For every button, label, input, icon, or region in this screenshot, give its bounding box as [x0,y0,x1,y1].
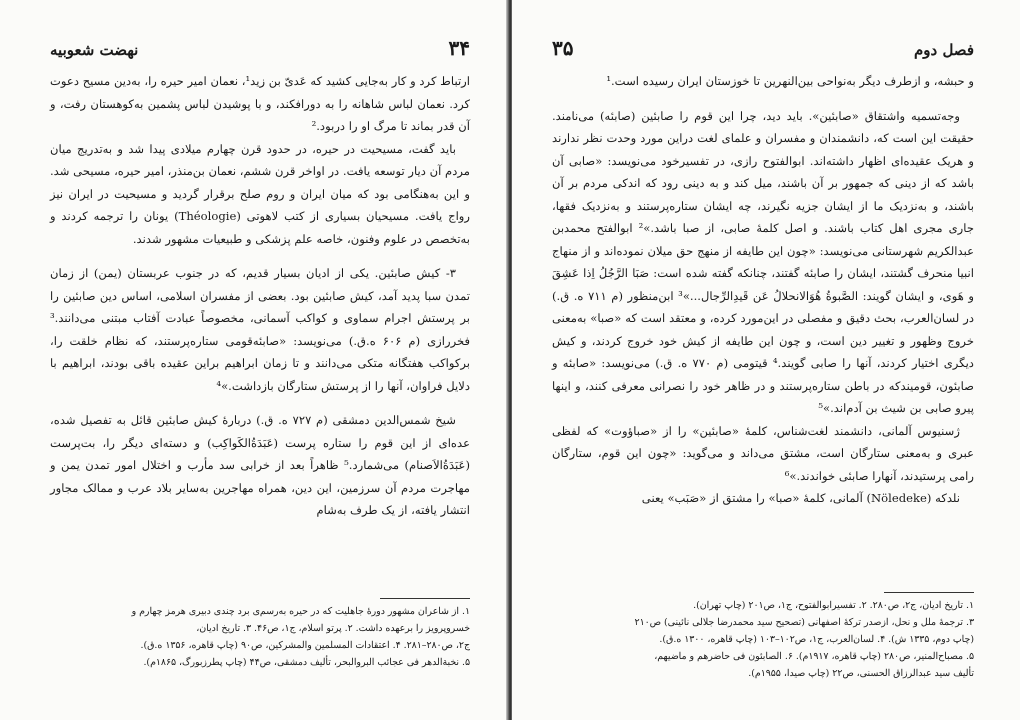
right-running-title: فصل دوم [914,41,974,59]
right-footnote-line: ۱. تاریخ ادیان، ج۲، ص۲۸۰. ۲. تفسیرابوالفتوح، ج۱، ص۲۰۱ (چاپ تهران). [693,600,974,611]
right-footnote-rule [884,592,974,593]
right-page-number: ۳۵ [552,36,574,60]
right-footnote-line: ۳. ترجمهٔ ملل و نحل، ازصدر ترکهٔ اصفهانی (تصحیح سید محمدرضا جلالی نائینی) ص۲۱۰ [634,617,974,628]
left-page-number: ۳۴ [448,36,470,60]
right-paragraph-1: و حبشه، و ازطرف دیگر به‌نواحی بین‌النهرین تا خوزستان ایران رسیده است.¹ [606,74,974,88]
right-body-text [552,70,974,510]
right-paragraph-3: ژسنیوس آلمانی، دانشمند لغت‌شناس، کلمهٔ «صابئین» را از «صباؤوت» که لفظی عبری و به‌معنی ستارگان است، مشتق می‌داند و می‌گوید: «چون این قوم، ستارگان رامی پرستیدند، آنهارا صابئی خواندند.»⁶ [552,423,974,483]
left-footnote-line: خسروپرویز را برعهده داشت. ۲. پرتو اسلام، ج۱، ص۴۶. ۳. تاریخ ادیان، [196,623,470,634]
left-paragraph-3: ۳- کیش صابئین. یکی از ادیان بسیار قدیم، که در جنوب عربستان (یمن) از زمان تمدن سبا پدید آمد، کیش صابئین بود. بعضی از مفسران اسلامی، اساس دین صابئین را بر پرستش اجرام سماوی و کواکب آسمانی، مخصوصاً عبادت آفتاب مبتنی می‌دانند.³ فخررازی (م ۶۰۶ ه.ق.) می‌نویسد: «صابئه‌قومی ستاره‌پرستند، که نظام خلقت را، برکواکب هفتگانه متکی می‌دانند و تا زمان ابراهیم براین عقیده باقی بودند، ابراهیم با دلایل فراوان، آنها را از پرستش ستارگان بازداشت.»⁴ [50,266,470,393]
left-footnote-line: ۱. از شاعران مشهور دورهٔ جاهلیت که در حیره به‌رسم‌ی برد چندی دبیری هرمز چهارم و [131,606,470,617]
right-page [512,0,1020,720]
right-running-head [552,36,974,66]
left-running-head [50,36,470,66]
left-running-title: نهضت شعوبیه [50,41,139,59]
left-footnote-rule [380,598,470,599]
right-footnote-line: (چاپ دوم، ۱۳۳۵ ش). ۴. لسان‌العرب، ج۱، ص۱۰۲–۱۰۳ (چاپ قاهره، ۱۳۰۰ ه.ق). [659,634,974,645]
right-paragraph-4: نلدکه (Nöledeke) آلمانی، کلمهٔ «صبا» را مشتق از «صَبَب» یعنی [641,491,960,505]
left-footnote-line: ۵. نخبةالدهر فی عجائب البروالبحر، تألیف دمشقی، ص۴۴ (چاپ پطرزبورگ، ۱۸۶۵م). [143,657,470,668]
left-body-text [50,70,470,522]
left-paragraph-4: شیخ شمس‌الدین دمشقی (م ۷۲۷ ه. ق.) دربارهٔ کیش صابئین قائل به تفصیل شده، عده‌ای از این قوم را ستاره پرست (عَبَدَةُ‌الکَواکِب) و دسته‌ای دیگر را، بت‌پرست (عَبَدَةُ‌الاَصنام) می‌شمارد.⁵ ظاهراً بعد از خرابی سد مأرب و اختلال امور تمدن یمن و مهاجرت مردم آن سرزمین، این دین، همراه مهاجرین به‌سایر بلاد عرب و ممالک مجاور انتشار یافته، از یک طرف به‌شام [50,413,470,517]
left-page [0,0,508,720]
right-paragraph-2: وجه‌تسمیه واشتقاق «صابئین». باید دید، چرا این قوم را صابئین (صابئه) می‌نامند. حقیقت این است که، دانشمندان و مفسران و علمای لغت دراین مورد وحدت نظر ندارند و هریک عقیده‌ای اظهار داشته‌اند. ابوالفتوح رازی، در تفسیرخود می‌نویسد: «صابی آن باشد که از دینی که جمهور بر آن باشند، میل کند و به دینی رود که اندکی مردم بر آن باشند، و به‌نزدیک ما از ایشان جزیه نگیرند، چه ایشان ستاره‌پرستند و به‌نزدیک فقها، جاری مجری اهل کتاب باشند. و اصل کلمهٔ صابی، از صبا باشد.»² ابوالفتح محمدبن عبدالکریم شهرستانی می‌نویسد: «چون این طایفه از منهج حق میلان نموده‌اند و از منهاج انبیا منحرف گشتند، ایشان را صابئه گفتند، چنانکه گفته شده است: صَبَا الرَّجُلُ اِذا عَشِقَ و هَوی، و ایشان گویند: الصَّبوةُ هُوَالانحلالُ عَن قَیدِالرِّجال...»³ ابن‌منظور (م ۷۱۱ ه. ق.) در لسان‌العرب، بحث دقیق و مفصلی در این‌مورد کرده، و معتقد است که «صبا» به‌معنی خروج وظهور و تغییر دین است، و چون این طایفه از کیش خود خروج کردند، و کیش دیگری اختیار کردند، آنها را صابی گویند.⁴ قیتومی (م ۷۷۰ ه. ق.) می‌نویسد: «صابئه و صابئون، قومیندکه در باطن ستاره‌پرستند و در ظاهر خود را نصرانی معرفی کنند، و اینها پیرو صابی بن شیث بن آدم‌اند.»⁵ [552,108,974,415]
right-footnote-line: تألیف سید عبدالرزاق الحسنی، ص۲۲ (چاپ صیدا، ۱۹۵۵م). [748,668,974,679]
left-paragraph-2: باید گفت، مسیحیت در حیره، در حدود قرن چهارم میلادی پیدا شد و به‌تدریج میان مردم آن دیار توسعه یافت. در اواخر قرن ششم، نعمان بن‌منذر، امیر حیره، مسیحی شد. و این به‌هنگامی بود که میان ایران و روم صلح برقرار گردید و مسیحیت در ایران نیز رواج یافت. مسیحیان بسیاری از کتب لاهوتی (Théologie) یونان را ترجمه کردند و به‌تخصص در علوم وفنون، خاصه علم پزشکی و طبیعیات مشهور شدند. [50,141,470,246]
right-footnotes [552,592,974,682]
left-paragraph-1: ارتباط کرد و کار به‌جایی کشید که عَدیّ بن زید¹، نعمان امیر حیره را، به‌دین مسیح دعوت کرد. نعمان لباس شاهانه را به دورافکند، و با پوشیدن لباس پشمین به‌کوهستان رفت، و آن قدر بماند تا مرگ او را دربود.² [50,74,470,133]
right-footnote-line: ۵. مصباح‌المنیر، ص۲۸۰ (چاپ قاهره، ۱۹۱۷م). ۶. الصابئون فی حاضرهم و ماضیهم، [654,651,974,662]
left-footnotes [50,598,470,671]
left-footnote-line: ج۲، ص۲۸۰–۲۸۱. ۴. اعتقادات المسلمین والمشرکین، ص۹۰ (چاپ قاهره، ۱۳۵۶ ه.ق). [140,640,470,651]
